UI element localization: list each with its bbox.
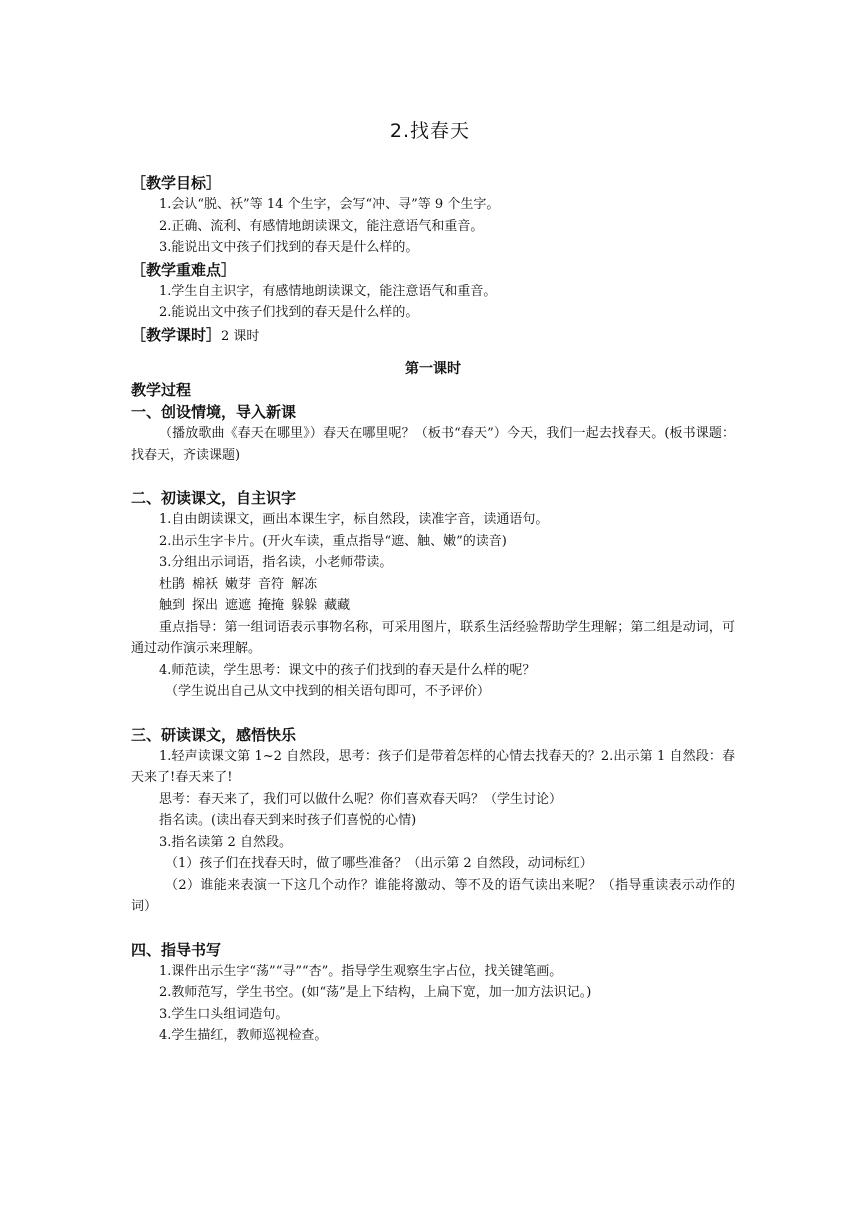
key-point-item: 1.学生自主识字，有感情地朗读课文，能注意语气和重音。 <box>159 283 497 299</box>
section-note: （学生说出自己从文中找到的相关语句即可，不予评价） <box>165 684 491 699</box>
section-item: 指名读。(读出春天到来时孩子们喜悦的心情) <box>159 813 417 828</box>
vocab-word: 探出 <box>192 598 219 613</box>
vocab-word: 嫩芽 <box>225 576 252 592</box>
word-group-1 <box>131 574 735 596</box>
vocab-word: 掩掩 <box>258 598 285 613</box>
document-body <box>131 172 735 1047</box>
section-item: 4.学生描红，教师巡视检查。 <box>159 1028 328 1043</box>
section-item: 2.出示生字卡片。(开火车读，重点指导“遮、触、嫩”的读音) <box>159 533 507 549</box>
vocab-word: 杜鹃 <box>159 576 186 592</box>
guide-paragraph: 重点指导：第一组词语表示事物名称，可采用图片，联系生活经验帮助学生理解；第二组是动词，可通过动作演示来理解。 <box>131 619 735 656</box>
spacer <box>131 918 735 939</box>
goal-item: 1.会认“脱、袄”等 14 个生字，会写“冲、寻”等 9 个生字。 <box>159 197 500 212</box>
vocab-word: 躲躲 <box>291 598 318 613</box>
section-item: 3.学生口头组词造句。 <box>159 1006 289 1022</box>
section-item: 2.教师范写，学生书空。(如“荡”是上下结构，上扁下宽，加一加方法识记。) <box>159 985 592 1000</box>
section-item: 1.课件出示生字“荡”“寻”“杏”。指导学生观察生字占位，找关键笔画。 <box>159 963 563 979</box>
goals-heading-text: ［教学目标］ <box>131 174 222 192</box>
spacer <box>131 703 735 724</box>
process-heading: 教学过程 <box>131 381 192 399</box>
vocab-word: 触到 <box>159 598 186 613</box>
goals-heading <box>131 172 735 194</box>
section-item: 思考：春天来了，我们可以做什么呢？你们喜欢春天吗？（学生讨论） <box>159 791 563 807</box>
vocab-word: 棉袄 <box>192 576 219 592</box>
periods-heading <box>131 324 735 348</box>
section-subitem: （1）孩子们在找春天时，做了哪些准备？（出示第 2 自然段，动词标红） <box>165 856 593 871</box>
section-item: 3.分组出示词语，指名读，小老师带读。 <box>159 555 393 570</box>
section-item: 4.师范读，学生思考：课文中的孩子们找到的春天是什么样的呢？ <box>159 662 536 678</box>
goal-item: 2.正确、流利、有感情地朗读课文，能注意语气和重音。 <box>159 218 484 234</box>
section-heading: 二、初读课文，自主识字 <box>131 489 297 507</box>
key-points-heading-text: ［教学重难点］ <box>131 260 237 279</box>
section-paragraph: 1.轻声读课文第 1~2 自然段，思考：孩子们是带着怎样的心情去找春天的？2.出示第 1 自然段：春天来了!春天来了! <box>131 748 735 785</box>
section-item: 3.指名读第 2 自然段。 <box>159 834 292 850</box>
word-group-2 <box>131 595 735 617</box>
vocab-word: 遮遮 <box>225 598 252 613</box>
section-subitem: （2）谁能来表演一下这几个动作？谁能将激动、等不及的语气读出来呢？（指导重读表示动作的词） <box>131 877 735 914</box>
key-points-heading <box>131 259 735 281</box>
vocab-word: 藏藏 <box>324 598 351 613</box>
section-paragraph: （播放歌曲《春天在哪里》）春天在哪里呢？（板书“春天”）今天，我们一起去找春天。(板书课题：找春天，齐读课题) <box>131 426 735 463</box>
key-point-item: 2.能说出文中孩子们找到的春天是什么样的。 <box>159 305 419 320</box>
lesson-one-heading: 第一课时 <box>405 360 461 377</box>
spacer <box>131 466 735 487</box>
goal-item: 3.能说出文中孩子们找到的春天是什么样的。 <box>159 240 419 255</box>
section-heading: 四、指导书写 <box>131 940 222 959</box>
vocab-word: 音符 <box>258 576 285 592</box>
section-item: 1.自由朗读课文，画出本课生字，标自然段，读准字音，读通语句。 <box>159 512 549 527</box>
section-heading: 一、创设情境，导入新课 <box>131 403 297 421</box>
periods-heading-text: ［教学课时］ <box>131 325 222 344</box>
section-heading: 三、研读课文，感悟快乐 <box>131 725 297 744</box>
vocab-word: 解冻 <box>291 576 318 592</box>
lesson-title: 2.找春天 <box>389 120 471 142</box>
periods-value: 2 课时 <box>221 328 260 344</box>
